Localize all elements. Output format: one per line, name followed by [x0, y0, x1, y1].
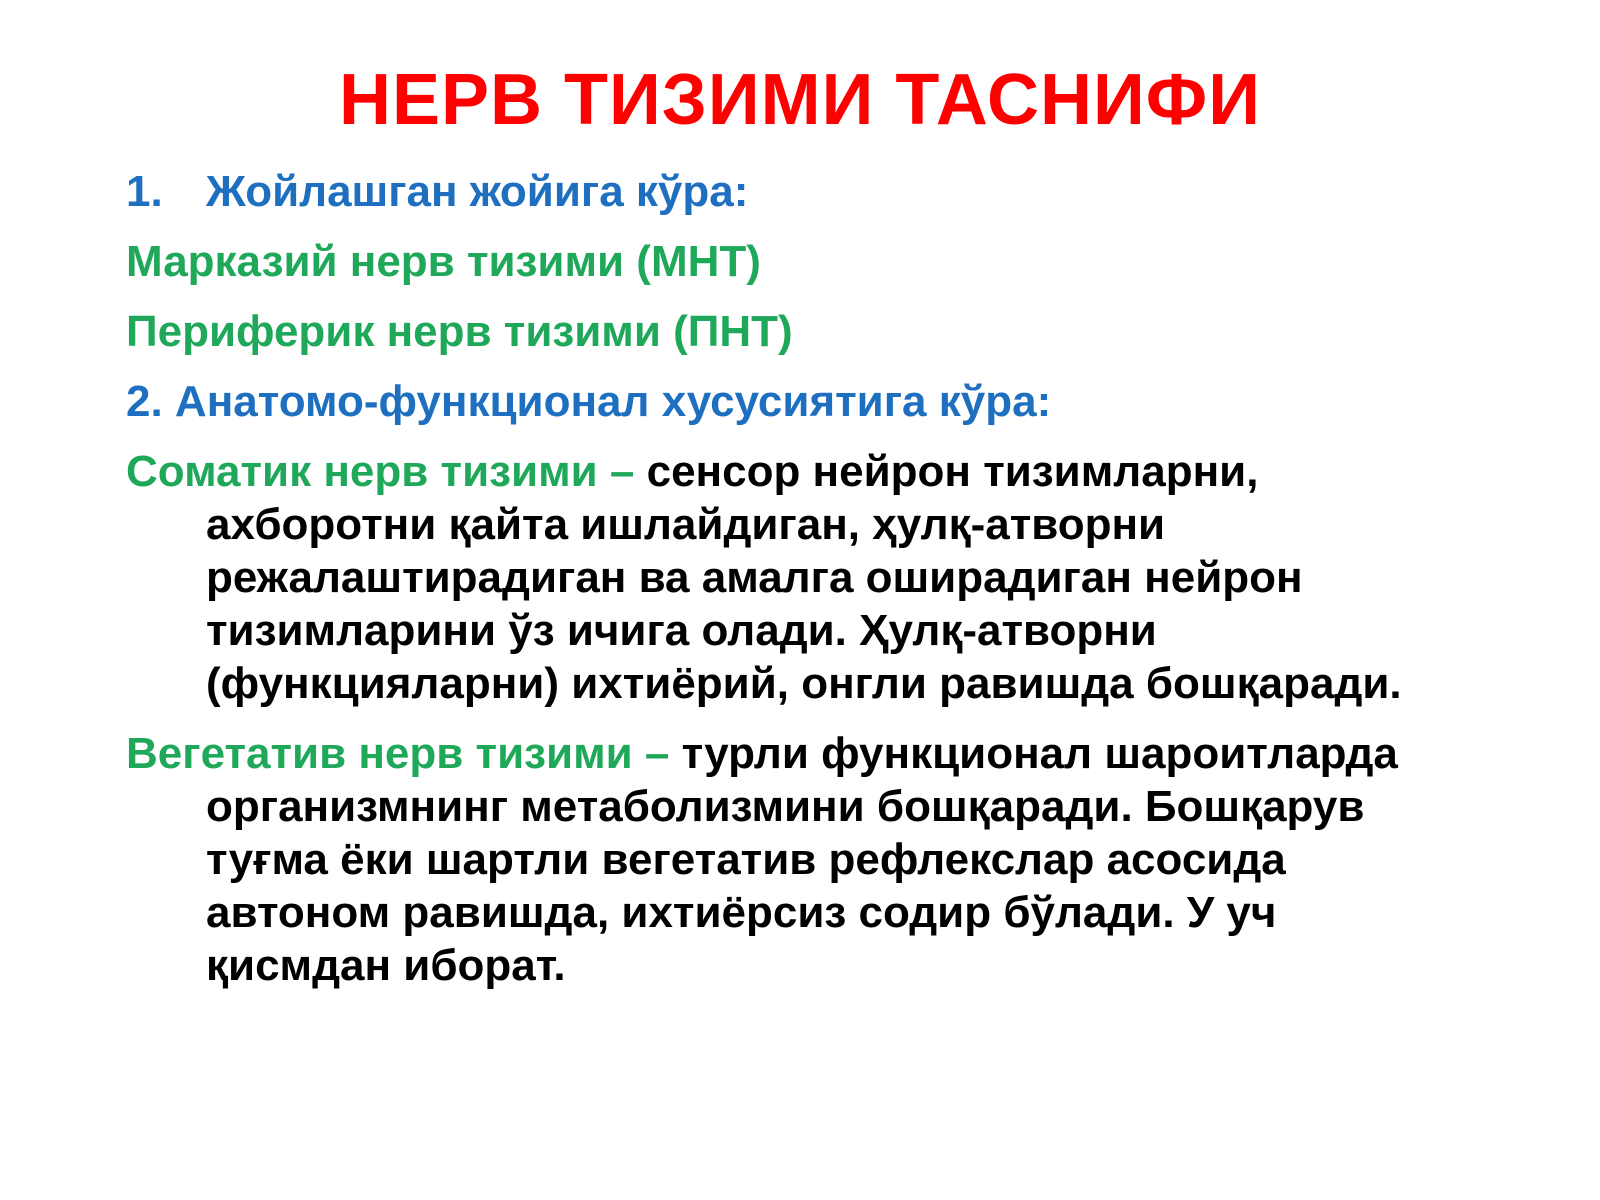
item-pns: Периферик нерв тизими (ПНТ): [126, 307, 793, 356]
item-cns: Марказий нерв тизими (МНТ): [126, 237, 761, 286]
heading-location-text: Жойлашган жойига кўра:: [206, 167, 749, 216]
somatic-term: Соматик нерв тизими –: [126, 447, 647, 496]
paragraph-vegetative: [126, 727, 1466, 992]
vegetative-description: турли функционал шароитларда организмнинг метаболизмини бошқаради. Бошқарув туғма ёки шартли вегетатив рефлекслар асосида автоном равишда, ихтиёрсиз содир бўлади. У уч қисмдан иборат.: [206, 729, 1398, 990]
paragraph-somatic: [126, 445, 1466, 710]
heading-anatomical: 2. Анатомо-функционал хусусиятига кўра:: [126, 377, 1052, 426]
heading-location-number: 1.: [126, 167, 163, 216]
heading-location: [126, 165, 1466, 218]
slide-content: [126, 165, 1466, 1009]
slide-title: НЕРВ ТИЗИМИ ТАСНИФИ: [339, 60, 1261, 140]
somatic-description: сенсор нейрон тизимларни, ахборотни қайта ишлайдиган, ҳулқ-атворни режалаштирадиган ва амалга оширадиган нейрон тизимларини ўз ичига олади. Ҳулқ-атворни (функцияларни) ихтиёрий, онгли равишда бошқаради.: [206, 447, 1402, 708]
vegetative-term: Вегетатив нерв тизими –: [126, 729, 682, 778]
